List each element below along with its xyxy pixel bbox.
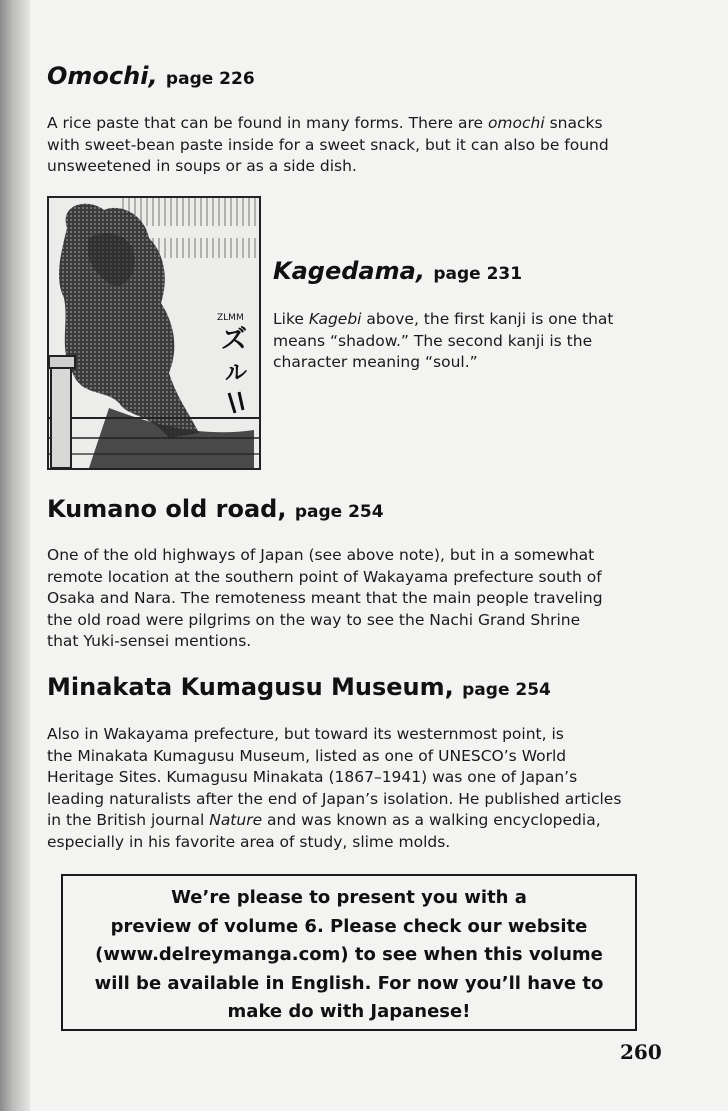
heading-title: Minakata Kumagusu Museum, bbox=[47, 673, 454, 701]
manga-panel-illustration bbox=[47, 196, 261, 470]
heading-title: Omochi, bbox=[47, 62, 158, 90]
page-number: 260 bbox=[620, 1040, 662, 1064]
text-line: the old road were pilgrims on the way to see the Nachi Grand Shrine bbox=[47, 610, 581, 629]
paragraph-minakata-museum bbox=[47, 724, 621, 853]
preview-line: We’re please to present you with a bbox=[171, 887, 527, 908]
paragraph-omochi bbox=[47, 113, 609, 178]
preview-line: will be available in English. For now you’ll have to bbox=[94, 972, 604, 994]
text-line: Heritage Sites. Kumagusu Minakata (1867–1941) was one of Japan’s bbox=[47, 768, 578, 786]
heading-page-ref: page 231 bbox=[433, 264, 523, 284]
text-line: unsweetened in soups or as a side dish. bbox=[47, 157, 357, 175]
text-line: especially in his favorite area of study, slime molds. bbox=[47, 832, 451, 851]
text-line: A rice paste that can be found in many forms. There are omochi snacks bbox=[47, 114, 603, 132]
preview-line: make do with Japanese! bbox=[227, 1001, 471, 1022]
text-line: the Minakata Kumagusu Museum, listed as one of UNESCO’s World bbox=[47, 746, 567, 765]
sfx-kana-1: ズ bbox=[221, 325, 248, 355]
heading-title: Kagedama, bbox=[273, 257, 425, 285]
preview-line: (www.delreymanga.com) to see when this volume bbox=[95, 944, 603, 965]
text-line: One of the old highways of Japan (see above note), but in a somewhat bbox=[47, 546, 595, 564]
text-line: that Yuki-sensei mentions. bbox=[47, 632, 252, 650]
heading-kagedama bbox=[273, 257, 522, 285]
sfx-kana-2: ル bbox=[225, 361, 248, 386]
text-line: character meaning “soul.” bbox=[273, 353, 478, 371]
heading-omochi bbox=[47, 62, 255, 90]
preview-notice-box bbox=[61, 874, 637, 1031]
paragraph-kumano-old-road bbox=[47, 545, 603, 653]
heading-page-ref: page 254 bbox=[462, 680, 551, 700]
sfx-label: ZLMM bbox=[217, 313, 244, 323]
text-line: means “shadow.” The second kanji is the bbox=[273, 331, 593, 350]
heading-title: Kumano old road, bbox=[47, 495, 287, 523]
heading-page-ref: page 226 bbox=[165, 69, 255, 89]
heading-minakata-museum bbox=[47, 673, 551, 701]
heading-kumano-old-road bbox=[47, 495, 384, 523]
page-gutter-shadow bbox=[0, 0, 30, 1111]
text-line: with sweet-bean paste inside for a sweet snack, but it can also be found bbox=[47, 135, 609, 154]
text-line: leading naturalists after the end of Japan’s isolation. He published articles bbox=[47, 789, 622, 808]
preview-line: preview of volume 6. Please check our website bbox=[110, 915, 588, 937]
shadow-figure-drawing bbox=[49, 198, 259, 468]
text-line: remote location at the southern point of Wakayama prefecture south of bbox=[47, 567, 602, 586]
heading-page-ref: page 254 bbox=[294, 502, 384, 522]
text-line: Like Kagebi above, the first kanji is one that bbox=[273, 310, 614, 328]
paragraph-kagedama bbox=[273, 309, 614, 374]
text-line: Also in Wakayama prefecture, but toward its westernmost point, is bbox=[47, 725, 564, 743]
text-line: in the British journal Nature and was known as a walking encyclopedia, bbox=[47, 811, 601, 829]
text-line: Osaka and Nara. The remoteness meant that the main people traveling bbox=[47, 589, 603, 607]
